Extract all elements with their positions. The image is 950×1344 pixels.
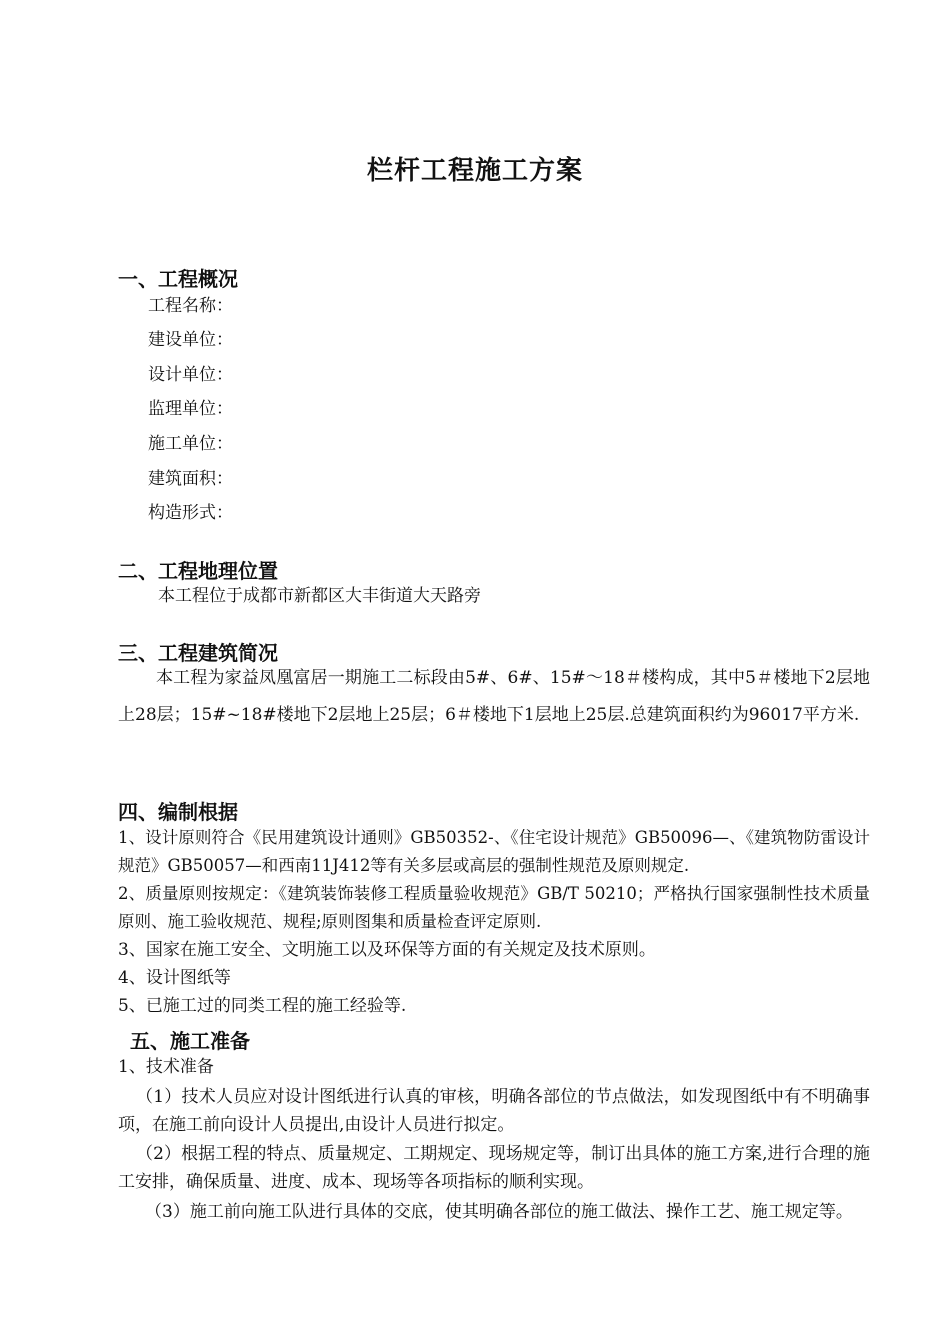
field-structure-form: 构造形式： bbox=[148, 503, 233, 523]
field-contractor: 施工单位： bbox=[148, 434, 233, 454]
preparation-item: （3）施工前向施工队进行具体的交底，使其明确各部位的施工做法、操作工艺、施工规定等。 bbox=[145, 1202, 853, 1222]
basis-item: 2、质量原则按规定：《建筑装饰装修工程质量验收规范》GB/T 50210；严格执行国家强制性技术质量原则、施工验收规范、规程;原则图集和质量检查评定原则. bbox=[118, 884, 870, 931]
preparation-item: （1）技术人员应对设计图纸进行认真的审核，明确各部位的节点做法，如发现图纸中有不明确事项，在施工前向设计人员提出,由设计人员进行拟定。 bbox=[118, 1087, 870, 1135]
section-heading-preparation: 五、施工准备 bbox=[130, 1029, 250, 1053]
field-designer: 设计单位： bbox=[148, 365, 233, 385]
document-title: 栏杆工程施工方案 bbox=[366, 156, 583, 186]
field-supervisor: 监理单位： bbox=[148, 399, 233, 419]
section-heading-basis: 四、编制根据 bbox=[118, 800, 238, 824]
field-project-name: 工程名称： bbox=[148, 296, 233, 316]
preparation-subheading: 1、技术准备 bbox=[118, 1057, 214, 1077]
basis-item: 5、已施工过的同类工程的施工经验等. bbox=[118, 996, 407, 1016]
section-heading-location: 二、工程地理位置 bbox=[118, 559, 278, 583]
field-owner: 建设单位： bbox=[148, 330, 233, 350]
basis-item: 1、设计原则符合《民用建筑设计通则》GB50352-、《住宅设计规范》GB50096—、《建筑物防雷设计规范》GB50057—和西南11J412等有关多层或高层的强制性规范及原则规定. bbox=[118, 828, 870, 875]
section-heading-overview: 一、工程概况 bbox=[118, 267, 238, 291]
section-heading-building-summary: 三、工程建筑简况 bbox=[118, 641, 278, 665]
location-text: 本工程位于成都市新都区大丰街道大天路旁 bbox=[158, 586, 481, 606]
preparation-item: （2）根据工程的特点、质量规定、工期规定、现场规定等，制订出具体的施工方案,进行合理的施工安排，确保质量、进度、成本、现场等各项指标的顺利实现。 bbox=[118, 1144, 870, 1192]
field-building-area: 建筑面积： bbox=[148, 469, 233, 489]
basis-item: 4、设计图纸等 bbox=[118, 968, 231, 988]
basis-item: 3、国家在施工安全、文明施工以及环保等方面的有关规定及技术原则。 bbox=[118, 940, 656, 960]
building-summary-text: 本工程为家益凤凰富居一期施工二标段由5#、6#、15#～18＃楼构成，其中5＃楼地下2层地上28层；15#~18#楼地下2层地上25层；6＃楼地下1层地上25层.总建筑面积约为96017平方米. bbox=[118, 668, 870, 725]
